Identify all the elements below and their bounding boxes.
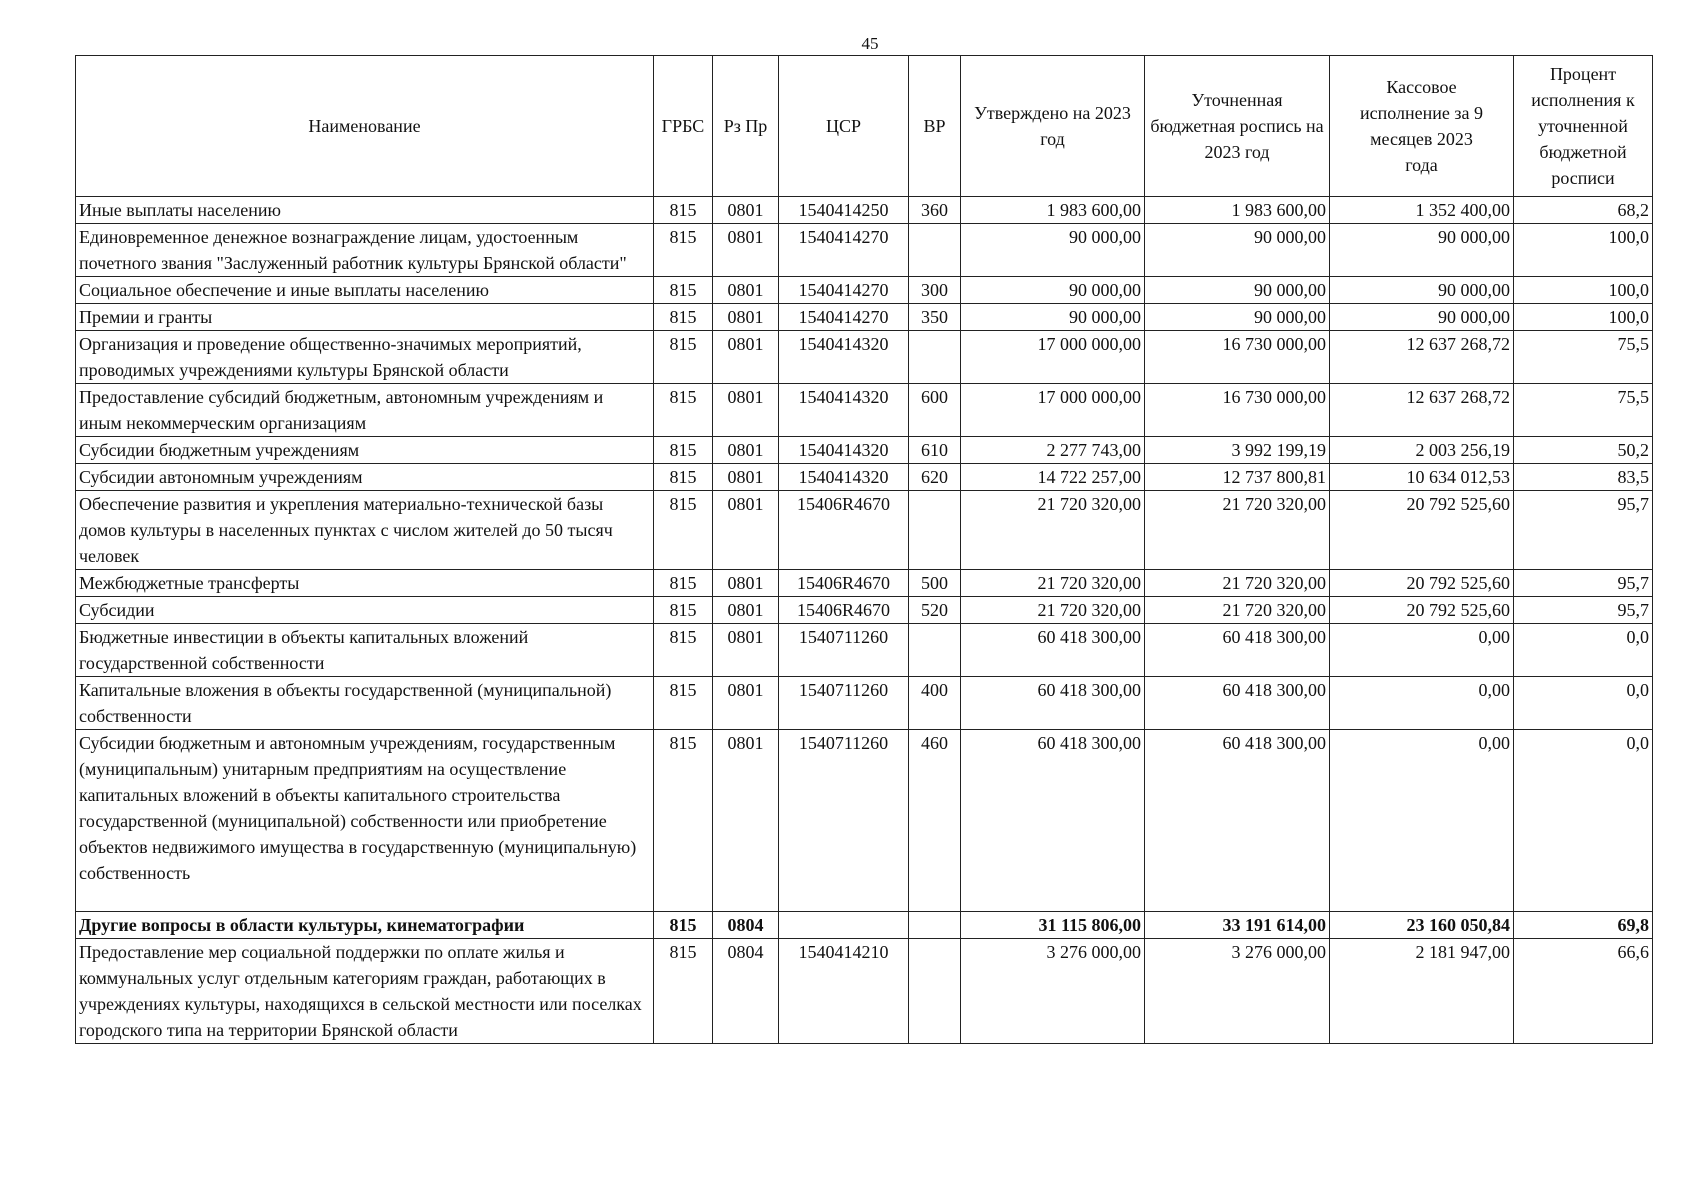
cell-grbs: 815 xyxy=(654,331,713,384)
table-row xyxy=(76,331,1653,384)
cell-rzpr: 0801 xyxy=(713,570,779,597)
cell-grbs: 815 xyxy=(654,597,713,624)
cell-csr: 1540414320 xyxy=(779,464,909,491)
cell-rzpr: 0801 xyxy=(713,624,779,677)
cell-cash: 0,00 xyxy=(1330,730,1514,912)
cell-vr xyxy=(909,912,961,939)
cell-csr: 1540414320 xyxy=(779,331,909,384)
cell-name: Премии и гранты xyxy=(76,304,654,331)
cell-rzpr: 0801 xyxy=(713,437,779,464)
cell-percent: 95,7 xyxy=(1514,570,1653,597)
budget-table xyxy=(75,55,1653,1044)
cell-vr: 460 xyxy=(909,730,961,912)
cell-approved: 60 418 300,00 xyxy=(961,624,1145,677)
cell-cash: 23 160 050,84 xyxy=(1330,912,1514,939)
cell-approved: 17 000 000,00 xyxy=(961,384,1145,437)
cell-rzpr: 0801 xyxy=(713,730,779,912)
cell-grbs: 815 xyxy=(654,384,713,437)
table-row xyxy=(76,491,1653,570)
cell-vr: 600 xyxy=(909,384,961,437)
cell-cash: 20 792 525,60 xyxy=(1330,491,1514,570)
cell-rzpr: 0801 xyxy=(713,304,779,331)
cell-rzpr: 0801 xyxy=(713,224,779,277)
header-rzpr: Рз Пр xyxy=(713,56,779,197)
cell-grbs: 815 xyxy=(654,570,713,597)
table-row xyxy=(76,277,1653,304)
cell-vr: 610 xyxy=(909,437,961,464)
cell-percent: 100,0 xyxy=(1514,304,1653,331)
cell-grbs: 815 xyxy=(654,464,713,491)
cell-cash: 1 352 400,00 xyxy=(1330,197,1514,224)
header-name: Наименование xyxy=(76,56,654,197)
cell-approved: 31 115 806,00 xyxy=(961,912,1145,939)
cell-cash: 20 792 525,60 xyxy=(1330,570,1514,597)
cell-percent: 68,2 xyxy=(1514,197,1653,224)
cell-name: Иные выплаты населению xyxy=(76,197,654,224)
table-row xyxy=(76,464,1653,491)
cell-refined: 21 720 320,00 xyxy=(1145,491,1330,570)
cell-csr: 1540414270 xyxy=(779,304,909,331)
header-csr: ЦСР xyxy=(779,56,909,197)
cell-grbs: 815 xyxy=(654,624,713,677)
cell-approved: 17 000 000,00 xyxy=(961,331,1145,384)
table-row xyxy=(76,939,1653,1044)
cell-refined: 60 418 300,00 xyxy=(1145,730,1330,912)
cell-cash: 2 181 947,00 xyxy=(1330,939,1514,1044)
cell-percent: 69,8 xyxy=(1514,912,1653,939)
cell-percent: 100,0 xyxy=(1514,224,1653,277)
cell-refined: 12 737 800,81 xyxy=(1145,464,1330,491)
cell-name: Субсидии бюджетным и автономным учреждениям, государственным (муниципальным) унитарным предприятиям на осуществление капитальных вложений в объекты капитального строительства государственной (муниципальной) собственности или приобретение объектов недвижимого имущества в государственную (муниципальную) собственность xyxy=(76,730,654,912)
cell-approved: 21 720 320,00 xyxy=(961,491,1145,570)
cell-cash: 10 634 012,53 xyxy=(1330,464,1514,491)
cell-refined: 33 191 614,00 xyxy=(1145,912,1330,939)
cell-approved: 1 983 600,00 xyxy=(961,197,1145,224)
cell-approved: 60 418 300,00 xyxy=(961,677,1145,730)
header-percent: Процент исполнения к уточненной бюджетной росписи xyxy=(1514,56,1653,197)
cell-vr: 400 xyxy=(909,677,961,730)
cell-percent: 0,0 xyxy=(1514,730,1653,912)
cell-approved: 90 000,00 xyxy=(961,224,1145,277)
cell-cash: 0,00 xyxy=(1330,677,1514,730)
cell-percent: 75,5 xyxy=(1514,331,1653,384)
header-row xyxy=(76,56,1653,197)
cell-csr: 1540414250 xyxy=(779,197,909,224)
cell-name: Капитальные вложения в объекты государственной (муниципальной) собственности xyxy=(76,677,654,730)
cell-grbs: 815 xyxy=(654,730,713,912)
cell-approved: 21 720 320,00 xyxy=(961,570,1145,597)
header-grbs: ГРБС xyxy=(654,56,713,197)
cell-approved: 90 000,00 xyxy=(961,304,1145,331)
cell-rzpr: 0801 xyxy=(713,464,779,491)
cell-csr xyxy=(779,912,909,939)
cell-percent: 100,0 xyxy=(1514,277,1653,304)
cell-csr: 1540414320 xyxy=(779,437,909,464)
cell-name: Социальное обеспечение и иные выплаты населению xyxy=(76,277,654,304)
header-refined: Уточненная бюджетная роспись на 2023 год xyxy=(1145,56,1330,197)
cell-vr xyxy=(909,624,961,677)
cell-refined: 3 276 000,00 xyxy=(1145,939,1330,1044)
cell-refined: 21 720 320,00 xyxy=(1145,597,1330,624)
cell-name: Единовременное денежное вознаграждение лицам, удостоенным почетного звания "Заслуженный работник культуры Брянской области" xyxy=(76,224,654,277)
cell-refined: 90 000,00 xyxy=(1145,304,1330,331)
cell-percent: 95,7 xyxy=(1514,491,1653,570)
cell-refined: 90 000,00 xyxy=(1145,224,1330,277)
cell-approved: 2 277 743,00 xyxy=(961,437,1145,464)
cell-vr: 500 xyxy=(909,570,961,597)
cell-name: Предоставление мер социальной поддержки по оплате жилья и коммунальных услуг отдельным категориям граждан, работающих в учреждениях культуры, находящихся в сельской местности или поселках городского типа на территории Брянской области xyxy=(76,939,654,1044)
cell-cash: 90 000,00 xyxy=(1330,304,1514,331)
cell-refined: 90 000,00 xyxy=(1145,277,1330,304)
cell-vr xyxy=(909,491,961,570)
cell-name: Межбюджетные трансферты xyxy=(76,570,654,597)
table-row xyxy=(76,677,1653,730)
cell-vr xyxy=(909,939,961,1044)
cell-cash: 2 003 256,19 xyxy=(1330,437,1514,464)
cell-rzpr: 0801 xyxy=(713,384,779,437)
cell-csr: 1540414270 xyxy=(779,277,909,304)
table-row xyxy=(76,912,1653,939)
cell-rzpr: 0801 xyxy=(713,597,779,624)
header-cash: Кассовое исполнение за 9 месяцев 2023 года xyxy=(1330,56,1514,197)
cell-refined: 16 730 000,00 xyxy=(1145,331,1330,384)
cell-percent: 83,5 xyxy=(1514,464,1653,491)
table-row xyxy=(76,384,1653,437)
table-row xyxy=(76,224,1653,277)
cell-vr: 520 xyxy=(909,597,961,624)
cell-name: Другие вопросы в области культуры, кинематографии xyxy=(76,912,654,939)
table-row xyxy=(76,597,1653,624)
cell-percent: 66,6 xyxy=(1514,939,1653,1044)
table-row xyxy=(76,570,1653,597)
cell-name: Обеспечение развития и укрепления материально-технической базы домов культуры в населенных пунктах с числом жителей до 50 тысяч человек xyxy=(76,491,654,570)
cell-percent: 95,7 xyxy=(1514,597,1653,624)
cell-csr: 15406R4670 xyxy=(779,597,909,624)
cell-approved: 14 722 257,00 xyxy=(961,464,1145,491)
cell-grbs: 815 xyxy=(654,224,713,277)
cell-cash: 90 000,00 xyxy=(1330,224,1514,277)
cell-refined: 21 720 320,00 xyxy=(1145,570,1330,597)
cell-cash: 0,00 xyxy=(1330,624,1514,677)
table-row xyxy=(76,304,1653,331)
cell-rzpr: 0801 xyxy=(713,331,779,384)
cell-rzpr: 0801 xyxy=(713,277,779,304)
cell-cash: 20 792 525,60 xyxy=(1330,597,1514,624)
cell-rzpr: 0804 xyxy=(713,912,779,939)
cell-vr: 350 xyxy=(909,304,961,331)
cell-name: Предоставление субсидий бюджетным, автономным учреждениям и иным некоммерческим организациям xyxy=(76,384,654,437)
header-approved: Утверждено на 2023 год xyxy=(961,56,1145,197)
cell-approved: 3 276 000,00 xyxy=(961,939,1145,1044)
table-row xyxy=(76,437,1653,464)
table-row xyxy=(76,730,1653,912)
cell-rzpr: 0801 xyxy=(713,677,779,730)
cell-rzpr: 0801 xyxy=(713,491,779,570)
cell-grbs: 815 xyxy=(654,437,713,464)
cell-cash: 12 637 268,72 xyxy=(1330,331,1514,384)
cell-percent: 0,0 xyxy=(1514,624,1653,677)
cell-approved: 90 000,00 xyxy=(961,277,1145,304)
cell-grbs: 815 xyxy=(654,939,713,1044)
cell-cash: 90 000,00 xyxy=(1330,277,1514,304)
cell-refined: 3 992 199,19 xyxy=(1145,437,1330,464)
cell-percent: 50,2 xyxy=(1514,437,1653,464)
cell-name: Организация и проведение общественно-значимых мероприятий, проводимых учреждениями культуры Брянской области xyxy=(76,331,654,384)
header-vr: ВР xyxy=(909,56,961,197)
cell-rzpr: 0801 xyxy=(713,197,779,224)
table-row xyxy=(76,624,1653,677)
table-row xyxy=(76,197,1653,224)
cell-vr xyxy=(909,331,961,384)
cell-csr: 1540414210 xyxy=(779,939,909,1044)
cell-name: Субсидии xyxy=(76,597,654,624)
cell-cash: 12 637 268,72 xyxy=(1330,384,1514,437)
cell-name: Бюджетные инвестиции в объекты капитальных вложений государственной собственности xyxy=(76,624,654,677)
cell-name: Субсидии автономным учреждениям xyxy=(76,464,654,491)
cell-vr: 360 xyxy=(909,197,961,224)
cell-csr: 15406R4670 xyxy=(779,570,909,597)
cell-refined: 60 418 300,00 xyxy=(1145,624,1330,677)
cell-refined: 60 418 300,00 xyxy=(1145,677,1330,730)
cell-csr: 15406R4670 xyxy=(779,491,909,570)
cell-name: Субсидии бюджетным учреждениям xyxy=(76,437,654,464)
cell-vr xyxy=(909,224,961,277)
cell-grbs: 815 xyxy=(654,912,713,939)
cell-approved: 60 418 300,00 xyxy=(961,730,1145,912)
cell-percent: 0,0 xyxy=(1514,677,1653,730)
cell-csr: 1540414320 xyxy=(779,384,909,437)
cell-csr: 1540711260 xyxy=(779,730,909,912)
cell-vr: 620 xyxy=(909,464,961,491)
cell-approved: 21 720 320,00 xyxy=(961,597,1145,624)
page-number: 45 xyxy=(861,34,879,53)
cell-refined: 16 730 000,00 xyxy=(1145,384,1330,437)
cell-vr: 300 xyxy=(909,277,961,304)
cell-csr: 1540711260 xyxy=(779,677,909,730)
cell-percent: 75,5 xyxy=(1514,384,1653,437)
table-body xyxy=(76,197,1653,1044)
cell-refined: 1 983 600,00 xyxy=(1145,197,1330,224)
cell-csr: 1540711260 xyxy=(779,624,909,677)
cell-grbs: 815 xyxy=(654,277,713,304)
cell-grbs: 815 xyxy=(654,677,713,730)
cell-grbs: 815 xyxy=(654,491,713,570)
cell-csr: 1540414270 xyxy=(779,224,909,277)
cell-grbs: 815 xyxy=(654,304,713,331)
cell-grbs: 815 xyxy=(654,197,713,224)
cell-rzpr: 0804 xyxy=(713,939,779,1044)
